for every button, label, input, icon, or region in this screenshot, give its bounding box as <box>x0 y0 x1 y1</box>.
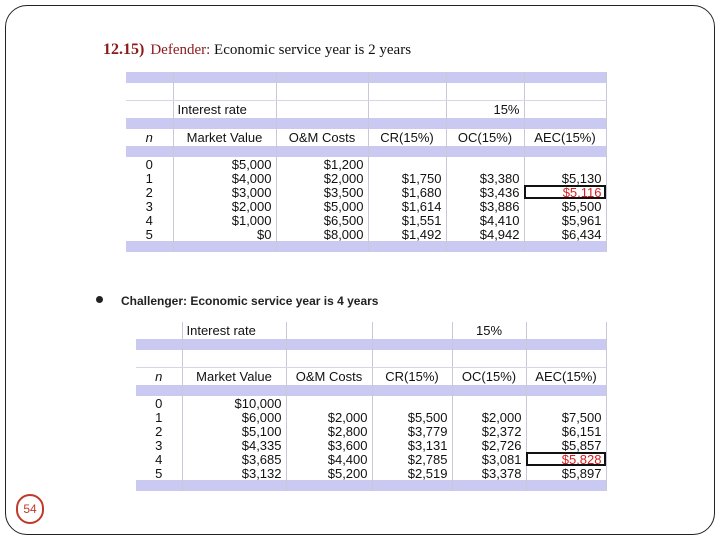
cell-om-costs: $2,800 <box>286 424 372 438</box>
cell-oc: $4,942 <box>446 227 524 241</box>
col-header-market-value: Market Value <box>182 368 286 386</box>
cell-om-costs: $2,000 <box>286 410 372 424</box>
title-label: Defender: <box>150 42 211 58</box>
col-header-aec: AEC(15%) <box>526 368 606 386</box>
cell-cr: $3,779 <box>372 424 452 438</box>
cell-market-value: $4,000 <box>173 171 276 185</box>
cell-om-costs: $2,000 <box>276 171 368 185</box>
cell-aec: $6,151 <box>526 424 606 438</box>
cell-aec-minimum: $5,116 <box>524 185 606 199</box>
cell-cr: $1,680 <box>368 185 446 199</box>
cell-aec: $5,961 <box>524 213 606 227</box>
cell-cr <box>372 396 452 410</box>
col-header-om-costs: O&M Costs <box>276 129 368 146</box>
cell-n: 5 <box>126 227 173 241</box>
table-row <box>136 396 606 410</box>
cell-market-value: $10,000 <box>182 396 286 410</box>
cell-oc: $3,378 <box>452 466 526 480</box>
cell-n: 5 <box>136 466 182 480</box>
table-row <box>136 410 606 424</box>
blank-row <box>126 83 606 101</box>
cell-aec: $5,897 <box>526 466 606 480</box>
col-header-n: n <box>126 129 173 146</box>
cell-market-value: $1,000 <box>173 213 276 227</box>
cell-n: 2 <box>136 424 182 438</box>
cell-cr: $2,519 <box>372 466 452 480</box>
interest-row <box>126 101 606 119</box>
band-row <box>126 146 606 157</box>
blank-row <box>136 350 606 368</box>
cell-oc: $3,081 <box>452 452 526 466</box>
table-row <box>136 438 606 452</box>
col-header-cr: CR(15%) <box>372 368 452 386</box>
cell-market-value: $3,685 <box>182 452 286 466</box>
slide-title <box>103 41 411 59</box>
challenger-table <box>136 322 607 491</box>
cell-aec <box>526 396 606 410</box>
col-header-oc: OC(15%) <box>446 129 524 146</box>
cell-market-value: $6,000 <box>182 410 286 424</box>
cell-om-costs: $3,500 <box>276 185 368 199</box>
band-row <box>126 241 606 252</box>
table-row <box>136 424 606 438</box>
header-row <box>136 368 606 386</box>
cell-market-value: $0 <box>173 227 276 241</box>
page-number: 54 <box>23 502 37 516</box>
table-row <box>136 452 606 466</box>
cell-cr: $2,785 <box>372 452 452 466</box>
band-row <box>136 339 606 350</box>
table-row <box>126 213 606 227</box>
table-row <box>126 227 606 241</box>
cell-oc <box>446 157 524 171</box>
defender-table <box>126 72 607 252</box>
cell-aec: $5,857 <box>526 438 606 452</box>
cell-market-value: $4,335 <box>182 438 286 452</box>
cell-oc: $4,410 <box>446 213 524 227</box>
cell-oc: $2,000 <box>452 410 526 424</box>
header-row <box>126 129 606 146</box>
col-header-cr: CR(15%) <box>368 129 446 146</box>
interest-label: Interest rate <box>182 322 286 339</box>
cell-market-value: $5,100 <box>182 424 286 438</box>
interest-value: 15% <box>446 101 524 119</box>
interest-value: 15% <box>452 322 526 339</box>
bullet-icon <box>96 296 103 303</box>
cell-om-costs: $8,000 <box>276 227 368 241</box>
cell-oc: $2,726 <box>452 438 526 452</box>
cell-om-costs: $3,600 <box>286 438 372 452</box>
band-row <box>136 385 606 396</box>
interest-row <box>136 322 606 339</box>
cell-cr: $5,500 <box>372 410 452 424</box>
cell-cr: $1,614 <box>368 199 446 213</box>
cell-aec: $6,434 <box>524 227 606 241</box>
cell-market-value: $5,000 <box>173 157 276 171</box>
band-row <box>126 118 606 129</box>
cell-oc: $3,886 <box>446 199 524 213</box>
table-row <box>126 157 606 171</box>
cell-aec-minimum: $5,828 <box>526 452 606 466</box>
col-header-om-costs: O&M Costs <box>286 368 372 386</box>
cell-market-value: $2,000 <box>173 199 276 213</box>
cell-oc: $3,380 <box>446 171 524 185</box>
cell-n: 1 <box>126 171 173 185</box>
cell-aec <box>524 157 606 171</box>
cell-n: 0 <box>136 396 182 410</box>
title-number: 12.15) <box>103 41 145 58</box>
col-header-aec: AEC(15%) <box>524 129 606 146</box>
cell-om-costs: $5,000 <box>276 199 368 213</box>
cell-cr: $3,131 <box>372 438 452 452</box>
cell-n: 4 <box>136 452 182 466</box>
cell-oc: $3,436 <box>446 185 524 199</box>
cell-aec: $5,130 <box>524 171 606 185</box>
cell-n: 3 <box>136 438 182 452</box>
table-row <box>136 466 606 480</box>
cell-om-costs: $4,400 <box>286 452 372 466</box>
cell-cr: $1,551 <box>368 213 446 227</box>
cell-market-value: $3,000 <box>173 185 276 199</box>
cell-om-costs: $1,200 <box>276 157 368 171</box>
cell-n: 3 <box>126 199 173 213</box>
cell-om-costs: $6,500 <box>276 213 368 227</box>
interest-label: Interest rate <box>173 101 276 119</box>
cell-n: 0 <box>126 157 173 171</box>
col-header-market-value: Market Value <box>173 129 276 146</box>
band-row <box>136 480 606 491</box>
cell-oc: $2,372 <box>452 424 526 438</box>
cell-n: 1 <box>136 410 182 424</box>
cell-n: 2 <box>126 185 173 199</box>
title-text: Economic service year is 2 years <box>214 42 412 58</box>
cell-om-costs: $5,200 <box>286 466 372 480</box>
cell-market-value: $3,132 <box>182 466 286 480</box>
challenger-title: Challenger: Economic service year is 4 years <box>121 294 379 308</box>
col-header-oc: OC(15%) <box>452 368 526 386</box>
table-row <box>126 171 606 185</box>
table-row <box>126 185 606 199</box>
cell-cr: $1,492 <box>368 227 446 241</box>
cell-oc <box>452 396 526 410</box>
col-header-n: n <box>136 368 182 386</box>
cell-aec: $7,500 <box>526 410 606 424</box>
cell-aec: $5,500 <box>524 199 606 213</box>
cell-n: 4 <box>126 213 173 227</box>
band-row <box>126 72 606 83</box>
table-row <box>126 199 606 213</box>
cell-om-costs <box>286 396 372 410</box>
cell-cr <box>368 157 446 171</box>
cell-cr: $1,750 <box>368 171 446 185</box>
